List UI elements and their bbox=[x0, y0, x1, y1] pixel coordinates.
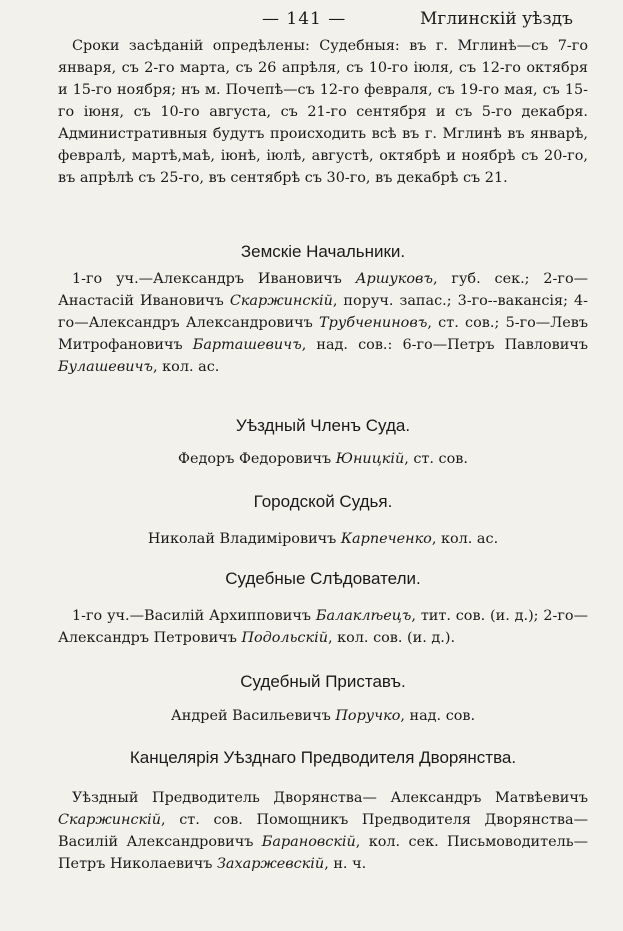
person-name: Поручко bbox=[335, 708, 401, 724]
person-name: Барташевичъ bbox=[192, 337, 302, 353]
heading-sledovateli: Судебные Слѣдователи. bbox=[225, 569, 421, 588]
pristav-line: Андрей Васильевичъ Поручко, над. сов. bbox=[170, 708, 476, 724]
sledovateli-paragraph: 1-го уч.—Василій Архипповичъ Балаклѣецъ, тит. сов. (и. д.); 2-го—Александръ Петровичъ Подольскій, кол. сов. (и. д.). bbox=[58, 608, 588, 646]
person-name: Барановскій bbox=[261, 834, 356, 850]
person-name: Аршуковъ bbox=[355, 271, 433, 287]
person-name: Юницкій bbox=[335, 451, 405, 467]
page-header bbox=[0, 6, 623, 30]
person-name: Скаржинскій bbox=[229, 293, 333, 309]
running-title: Мглинскій уѣздъ bbox=[420, 9, 573, 29]
zemskie-paragraph: 1-го уч.—Александръ Ивановичъ Аршуковъ, губ. сек.; 2-го—Анастасій Ивановичъ Скаржинскій, поруч. запас.; 3-го--вакансія; 4-го—Александръ Александровичъ Трубчениновъ, ст. сов.; 5-го—Левъ Митрофановичъ Барташевичъ, над. сов.: 6-го—Петръ Павловичъ Булашевичъ, кол. ас. bbox=[58, 271, 588, 375]
uezdny-chlen-line: Федоръ Федоровичъ Юницкій, ст. сов. bbox=[178, 451, 468, 467]
kantselyaria-paragraph: Уѣздный Предводитель Дворянства— Александръ Матвѣевичъ Скаржинскій, ст. сов. Помощникъ Предводителя Дворянства—Василій Александровичъ Барановскій, кол. сек. Письмоводитель—Петръ Николаевичъ Захаржевскій, н. ч. bbox=[58, 790, 588, 872]
heading-gorodskoy: Городской Судья. bbox=[253, 492, 393, 511]
page-number: — 141 — bbox=[262, 9, 347, 29]
person-name: Балаклѣецъ bbox=[315, 608, 412, 624]
person-name: Карпеченко bbox=[340, 531, 432, 547]
person-name: Булашевичъ bbox=[58, 359, 154, 375]
person-name: Подольскій bbox=[241, 630, 328, 646]
heading-kantselyaria: Канцелярія Уѣзднаго Предводителя Дворянства. bbox=[129, 748, 517, 767]
heading-zemskie: Земскіе Начальники. bbox=[240, 242, 406, 261]
person-name: Трубчениновъ bbox=[319, 315, 428, 331]
heading-pristav: Судебный Приставъ. bbox=[240, 672, 406, 691]
sessions-paragraph: Сроки засѣданій опредѣлены: Судебныя: въ г. Мглинѣ—съ 7-го января, съ 2-го марта, съ 26 апрѣля, съ 10-го іюля, съ 12-го октября и 15-го ноября; нъ м. Почепѣ—съ 12-го февраля, съ 19-го мая, съ 15-го іюня, съ 10-го августа, съ 21-го сентября и съ 5-го декабря. Административныя будутъ происходить всѣ въ г. Мглинѣ въ январѣ, февралѣ, мартѣ,маѣ, іюнѣ, іюлѣ, августѣ, октябрѣ и ноябрѣ съ 20-го, въ апрѣлѣ съ 25-го, въ сентябрѣ съ 30-го, въ декабрѣ съ 21. bbox=[58, 38, 588, 186]
person-name: Захаржевскій bbox=[216, 856, 325, 872]
heading-uezdny-chlen: Уѣздный Членъ Суда. bbox=[235, 416, 411, 435]
person-name: Скаржинскій bbox=[58, 812, 162, 828]
gorodskoy-line: Николай Владиміровичъ Карпеченко, кол. ас. bbox=[147, 531, 499, 547]
